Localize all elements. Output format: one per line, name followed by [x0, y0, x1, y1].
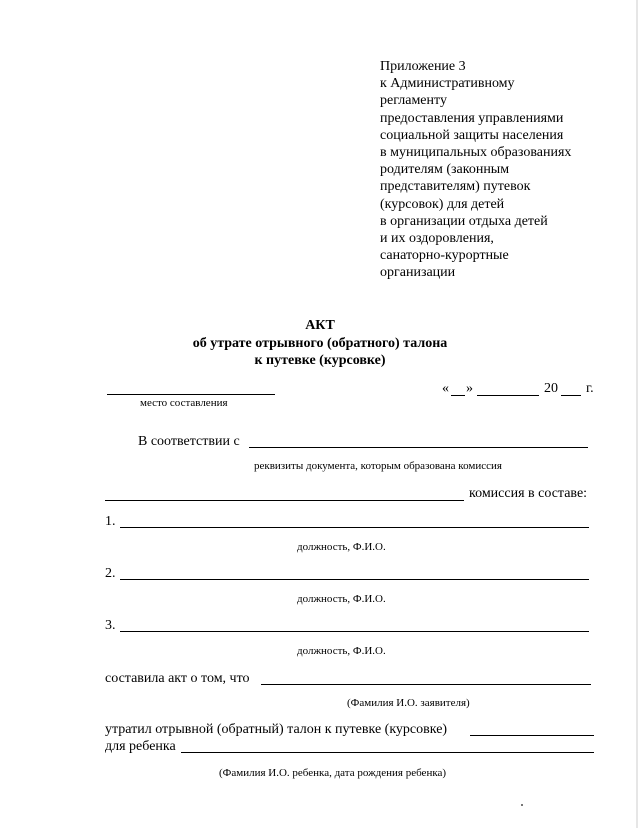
scan-edge — [636, 0, 638, 828]
date-year-suffix: г. — [586, 381, 594, 396]
appendix-line: Приложение 3 — [380, 59, 466, 74]
child-line[interactable] — [181, 752, 594, 753]
date-day-line[interactable] — [451, 395, 465, 396]
date-close-quote: » — [466, 381, 473, 396]
appendix-block — [380, 58, 571, 282]
date-month-line[interactable] — [477, 395, 539, 396]
member-caption: должность, Ф.И.О. — [297, 593, 386, 605]
member-number: 3. — [105, 618, 116, 633]
appendix-line: регламенту — [380, 93, 447, 109]
appendix-line: и их оздоровления, — [380, 231, 494, 247]
appendix-line: в организации отдыха детей — [380, 213, 548, 229]
member-caption: должность, Ф.И.О. — [297, 541, 386, 553]
date-open-quote: « — [442, 381, 449, 396]
child-caption: (Фамилия И.О. ребенка, дата рождения ребенка) — [219, 767, 447, 779]
basis-line[interactable] — [249, 447, 588, 448]
appendix-line: организации — [380, 265, 456, 281]
member-number: 1. — [105, 514, 116, 529]
place-caption: место составления — [140, 397, 228, 409]
appendix-line: представителям) путевок — [380, 179, 531, 195]
document-title: АКТ — [305, 318, 335, 333]
appendix-line: социальной защиты населения — [380, 127, 564, 143]
act-label: составила акт о том, что — [105, 671, 250, 686]
act-line[interactable] — [261, 684, 591, 685]
lost-label: утратил отрывной (обратный) талон к путевке (курсовке) — [105, 722, 448, 737]
member-caption: должность, Ф.И.О. — [297, 645, 386, 657]
basis-caption: реквизиты документа, которым образована комиссия — [254, 460, 502, 472]
member-line[interactable] — [120, 527, 589, 528]
member-line[interactable] — [120, 579, 589, 580]
act-caption: (Фамилия И.О. заявителя) — [347, 697, 470, 709]
date-year-prefix: 20 — [544, 381, 558, 396]
child-label: для ребенка — [105, 739, 176, 754]
place-line[interactable] — [107, 394, 275, 395]
appendix-line: предоставления управлениями — [380, 110, 564, 126]
date-year-line[interactable] — [561, 395, 581, 396]
lost-line[interactable] — [470, 735, 594, 736]
appendix-line: (курсовок) для детей — [380, 196, 505, 212]
commission-line[interactable] — [105, 500, 464, 501]
member-line[interactable] — [120, 631, 589, 632]
appendix-line: родителям (законным — [380, 162, 510, 178]
appendix-line: к Административному — [380, 76, 515, 92]
basis-label: В соответствии с — [138, 434, 240, 449]
appendix-line: санаторно-курортные — [380, 248, 509, 264]
document-subtitle-2: к путевке (курсовке) — [254, 353, 386, 368]
appendix-line: в муниципальных образованиях — [380, 145, 572, 161]
commission-label: комиссия в составе: — [469, 486, 588, 501]
document-subtitle: об утрате отрывного (обратного) талона — [192, 336, 448, 351]
member-number: 2. — [105, 566, 116, 581]
scan-speck — [521, 804, 523, 806]
